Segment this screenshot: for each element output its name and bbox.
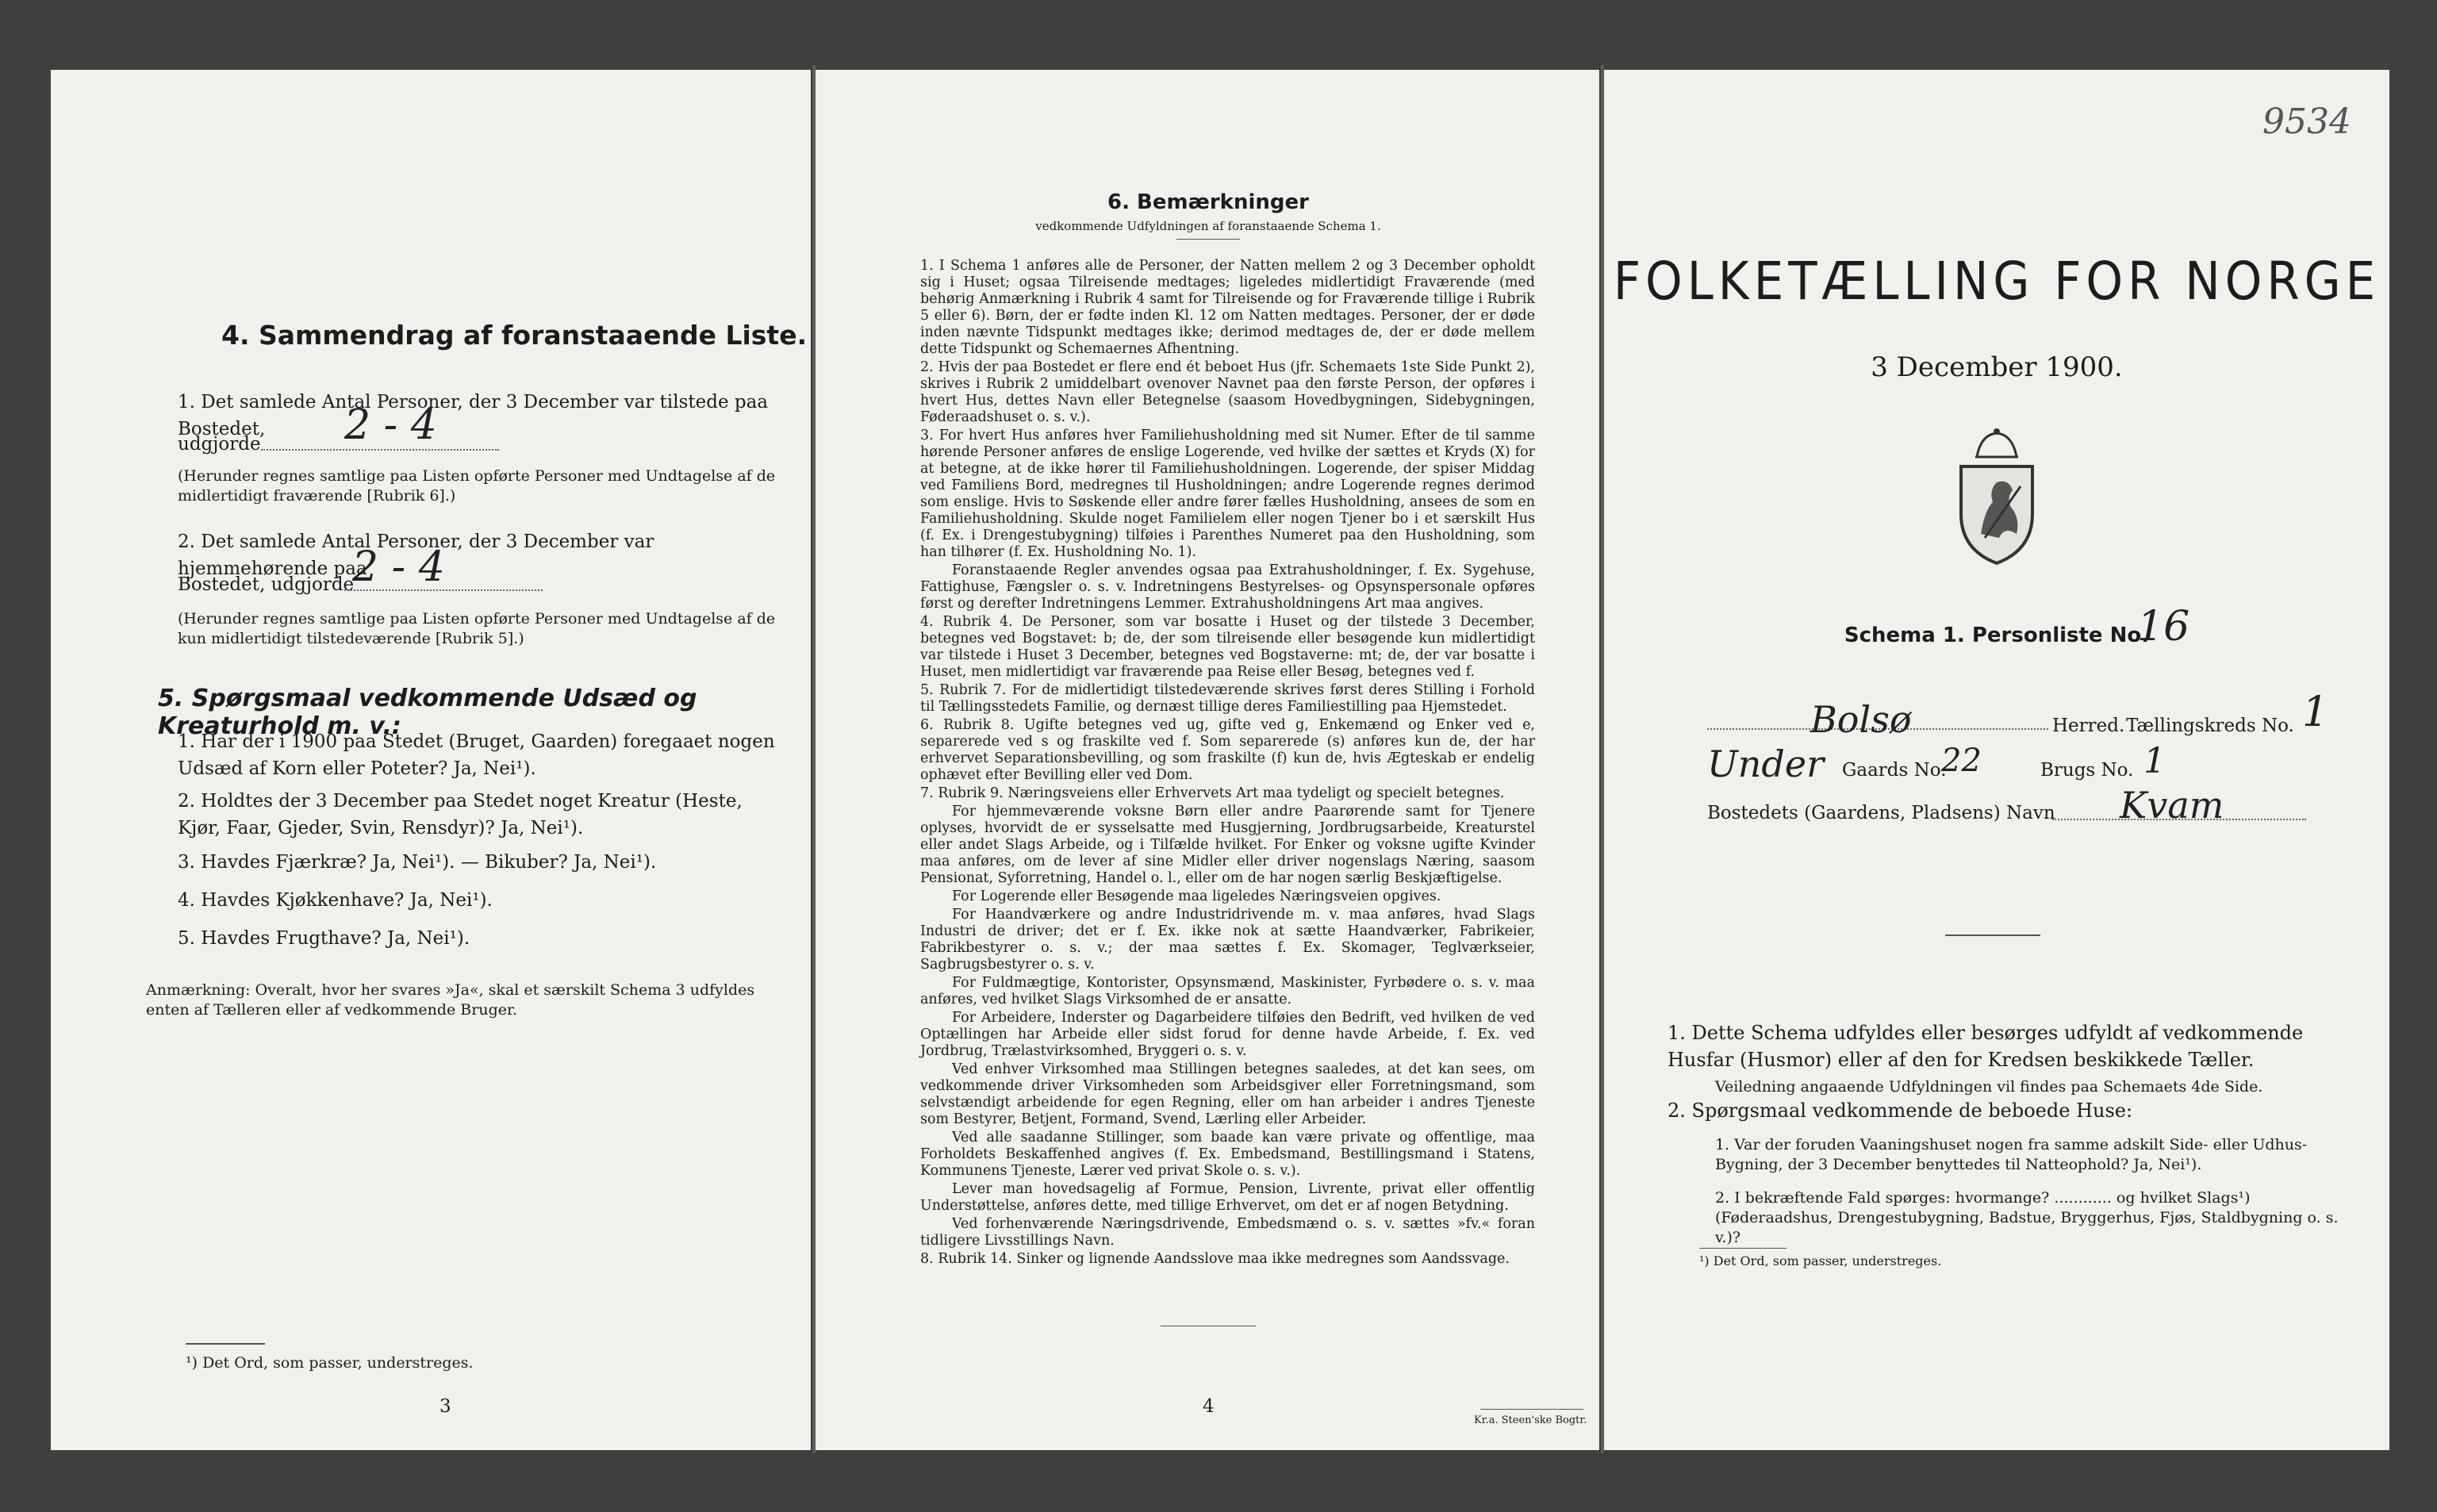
instruction-1-note: Veiledning angaaende Udfyldningen vil findes paa Schemaets 4de Side. (1715, 1078, 2263, 1096)
footnote: ¹) Det Ord, som passer, understreges. (1699, 1253, 1942, 1268)
brugs-value: 1 (2143, 741, 2166, 781)
herred-value: Bolsø (1810, 698, 1912, 741)
remark-7b: For hjemmeværende voksne Børn eller andre Paarørende samt for Tjenere oplyses, hvorvidt de er sysselsatte med Husgjerning, Jordbrugsarbeide, Kreaturstel eller andet Slags Arbeide, og i Tilfælde hvilket. For Enker og voksne ugifte Kvinder maa anføres, om de lever af sine Midler eller driver nogenslags Næring, saasom Pensionat, Syforretning, Handel o. l., eller om de har nogen særlig Beskjæftigelse. (920, 804, 1535, 886)
q2-text: 2. Det samlede Antal Personer, der 3 December var hjemmehørende paa (178, 532, 654, 579)
remark-7d: For Haandværkere og andre Industridrivende m. v. maa anføres, hvad Slags Industri de driver; det er f. Ex. ikke nok at sætte Haandværker, Fabrikeier, Fabrikbestyrer o. s. v.; der maa sættes f. Ex. Skomager, Teglværkseier, Sagbrugsbestyrer o. s. v. (920, 907, 1535, 973)
bosted-value: Kvam (2120, 784, 2224, 827)
q1-text: 1. Det samlede Antal Personer, der 3 December var tilstede paa Bostedet, (178, 392, 769, 439)
remark-7i: Lever man hovedsagelig af Formue, Pension, Livrente, privat eller offentlig Understøttelse, anføres dette, med tillige Erhvervet, om det er af nogen Betydning. (920, 1181, 1535, 1214)
footnote: ¹) Det Ord, som passer, understreges. (186, 1354, 474, 1372)
remark-7c: For Logerende eller Besøgende maa ligeledes Næringsveien opgives. (952, 888, 1441, 904)
brugs-label: Brugs No. (2040, 760, 2134, 781)
printer: Kr.a. Steen'ske Bogtr. (1474, 1414, 1587, 1426)
gaards-value: 22 (1941, 743, 1982, 779)
q1-label: udgjorde (178, 434, 261, 455)
remark-8: 8. Rubrik 14. Sinker og lignende Aandsslove maa ikke medregnes som Aandssvage. (920, 1251, 1510, 1267)
footnote-rule (186, 1343, 265, 1345)
title-page (1604, 70, 2389, 1450)
under-value: Under (1707, 743, 1825, 785)
remark-4: 4. Rubrik 4. De Personer, som var bosatte i Huset og der tilstede 3 December, betegnes ved Bogstavet: b; de, der som tilreisende eller besøgende kun midlertidigt var tilstede i Huset 3 December, betegnes ved Bogstaverne: mt; de, der var bosatte i Huset, men midlertidigt var fraværende paa Reise eller Besøg, betegnes ved f. (920, 614, 1535, 680)
remark-3: 3. For hvert Hus anføres hver Familiehusholdning med sit Numer. Efter de til samme hørende Personer anføres de enslige Logerende, ved hvilke der sættes et Kryds (X) for at betegne, at de ikke hører til Familiehusholdningen. Logerende, der spiser Middag ved Familiens Bord, medregnes til Husholdningen; andre Logerende regnes derimod som enslige. Hvis to Søskende eller andre fører fælles Husholdning, ansees de som en Familiehusholdning. Skulde noget Familielem eller nogen Tjener bo i et særskilt Hus (f. Ex. i Drengestubygning) tilføies i Parenthes Numeret paa den Husholdning, som han tilhører (f. Ex. Husholdning No. 1). (920, 428, 1535, 560)
q2-value: 2 - 4 (352, 543, 445, 591)
remark-7g: Ved enhver Virksomhed maa Stillingen betegnes saaledes, at det kan sees, om vedkommende driver Virksomheden som Arbeidsgiver eller Forretningsmand, som selvstændigt arbeidende for egen Regning, eller om han arbeider i andres Tjeneste som Bestyrer, Betjent, Formand, Svend, Lærling eller Arbeider. (920, 1061, 1535, 1127)
personliste-no: 16 (2137, 603, 2190, 650)
remark-2: 2. Hvis der paa Bostedet er flere end ét beboet Hus (jfr. Schemaets 1ste Side Punkt 2), skrives i Rubrik 2 umiddelbart ovenover Navnet paa den første Person, der opføres i hvert Hus, dettes Navn eller Betegnelse (saasom Hovedbygningen, Sidebygningen, Føderaadshuset o. s. v.). (920, 359, 1535, 425)
page-number: 3 (439, 1396, 451, 1417)
s5-q5: 5. Havdes Frugthave? Ja, Nei¹). (178, 928, 470, 949)
title-rule (1176, 239, 1240, 240)
remark-5: 5. Rubrik 7. For de midlertidigt tilstedeværende skrives først deres Stilling i Forhold til Tællingsstedets Familie, og dernæst tillige deres Familiestilling paa Hjemstedet. (920, 682, 1535, 715)
remark-3b: Foranstaaende Regler anvendes ogsaa paa Extrahusholdninger, f. Ex. Sygehuse, Fattighuse, Fængsler o. s. v. Indretningens Bestyrelses- og Opsynspersonale opføres først og derefter Indretningens Lemmer. Extrahusholdningens Art maa angives. (920, 562, 1535, 612)
section4-title: 4. Sammendrag af foranstaaende Liste. (221, 320, 808, 351)
remark-1: 1. I Schema 1 anføres alle de Personer, der Natten mellem 2 og 3 December opholdt sig i Huset; ogsaa Tilreisende medtages; ligeledes midlertidigt Fraværende (med behørig Anmærkning i Rubrik 4 samt for Tilreisende og for Fraværende tillige i Rubrik 5 eller 6). Børn, der er fødte inden Kl. 12 om Natten medtages. Personer, der er døde inden nævnte Tidspunkt medtages ikke; derimod medtages de, der er døde mellem dette Tidspunkt og Schemaernes Afhentning. (920, 258, 1535, 357)
instruction-2-q1: 1. Var der foruden Vaaningshuset nogen fra samme adskilt Side- eller Udhus-Bygning, der 3 December benyttedes til Natteophold? Ja, Nei¹). (1715, 1136, 2308, 1173)
page-4 (816, 70, 1601, 1450)
kreds-label: Tællingskreds No. (2126, 716, 2294, 736)
remark-7h: Ved alle saadanne Stillinger, som baade kan være private og offentlige, maa Forholdets Beskaffenhed angives (f. Ex. Embedsmand, Bestillingsmand i Statens, Kommunens Tjeneste, Lærer ved privat Skole o. s. v.). (920, 1130, 1535, 1179)
remark-7e: For Fuldmægtige, Kontorister, Opsynsmænd, Maskinister, Fyrbødere o. s. v. maa anføres, ved hvilket Slags Virksomhed de er ansatte. (920, 975, 1535, 1007)
footnote-rule (1699, 1248, 1786, 1249)
anmerkning: Anmærkning: Overalt, hvor her svares »Ja«, skal et særskilt Schema 3 udfyldes enten af Tælleren eller af vedkommende Bruger. (146, 981, 755, 1019)
q1-value: 2 - 4 (344, 401, 437, 449)
page-number: 4 (1203, 1396, 1215, 1417)
section5-title: 5. Spørgsmaal vedkommende Udsæd og Kreaturhold m. v.: (158, 685, 697, 740)
instruction-2-q2: 2. I bekræftende Fald spørges: hvormange? ............ og hvilket Slags¹) (Føderaadshus, Drengestubygning, Badstue, Bryggerhus, Fjøs, Staldbygning o. s. v.)? (1715, 1189, 2339, 1246)
remarks-body (920, 258, 1535, 1269)
ornament-rule (1945, 934, 2040, 936)
q2-label: Bostedet, udgjorde (178, 574, 355, 595)
instruction-2: 2. Spørgsmaal vedkommende de beboede Huse: (1668, 1099, 2133, 1122)
s5-q2: 2. Holdtes der 3 December paa Stedet noget Kreatur (Heste, Kjør, Faar, Gjeder, Svin, Rensdyr)? Ja, Nei¹). (178, 791, 743, 839)
archive-number: 9534 (2262, 102, 2351, 142)
form-title: FOLKETÆLLING FOR NORGE (1613, 251, 2381, 312)
s5-q3: 3. Havdes Fjærkræ? Ja, Nei¹). — Bikuber? Ja, Nei¹). (178, 852, 657, 873)
page-3 (51, 70, 812, 1450)
s5-q4: 4. Havdes Kjøkkenhave? Ja, Nei¹). (178, 890, 493, 911)
census-date: 3 December 1900. (1871, 351, 2123, 383)
remarks-subtitle: vedkommende Udfyldningen af foranstaaende Schema 1. (1035, 219, 1381, 233)
q1-note: (Herunder regnes samtlige paa Listen opførte Personer med Undtagelse af de midlertidigt fraværende [Rubrik 6].) (178, 467, 776, 505)
coat-of-arms-icon (1945, 427, 2048, 573)
s5-q1: 1. Har der i 1900 paa Stedet (Bruget, Gaarden) foregaaet nogen Udsæd af Korn eller Poteter? Ja, Nei¹). (178, 731, 775, 779)
printer-rule (1480, 1409, 1583, 1410)
remark-7j: Ved forhenværende Næringsdrivende, Embedsmænd o. s. v. sættes »fv.« foran tidligere Livsstillings Navn. (920, 1216, 1535, 1249)
bosted-label: Bostedets (Gaardens, Pladsens) Navn (1707, 803, 2055, 823)
remark-6: 6. Rubrik 8. Ugifte betegnes ved ug, gifte ved g, Enkemænd og Enker ved e, separerede ved s og fraskilte ved f. Som separerede (s) anføres kun de, der har erhvervet Separationsbevilling, og som fraskilte (f) kun de, hvis Ægteskab er endelig ophævet efter Bevilling eller ved Dom. (920, 717, 1535, 783)
kreds-value: 1 (2302, 689, 2329, 736)
schema-label: Schema 1. Personliste No. (1844, 624, 2150, 647)
remark-7: 7. Rubrik 9. Næringsveiens eller Erhvervets Art maa tydeligt og specielt betegnes. (920, 785, 1505, 801)
remarks-title: 6. Bemærkninger (1107, 190, 1309, 214)
gaards-label: Gaards No. (1842, 760, 1947, 781)
remark-7f: For Arbeidere, Inderster og Dagarbeidere tilføies den Bedrift, ved hvilken de ved Optællingen har Arbeide eller sidst forud for denne havde Arbeide, f. Ex. ved Jordbrug, Trælastvirksomhed, Bryggeri o. s. v. (920, 1010, 1535, 1059)
herred-label: Herred. (2052, 716, 2125, 736)
instruction-1: 1. Dette Schema udfyldes eller besørges udfyldt af vedkommende Husfar (Husmor) eller af den for Kredsen beskikkede Tæller. (1668, 1022, 2304, 1071)
q1-line (261, 449, 499, 451)
q2-note: (Herunder regnes samtlige paa Listen opførte Personer med Undtagelse af de kun midlertidigt tilstedeværende [Rubrik 5].) (178, 610, 776, 647)
